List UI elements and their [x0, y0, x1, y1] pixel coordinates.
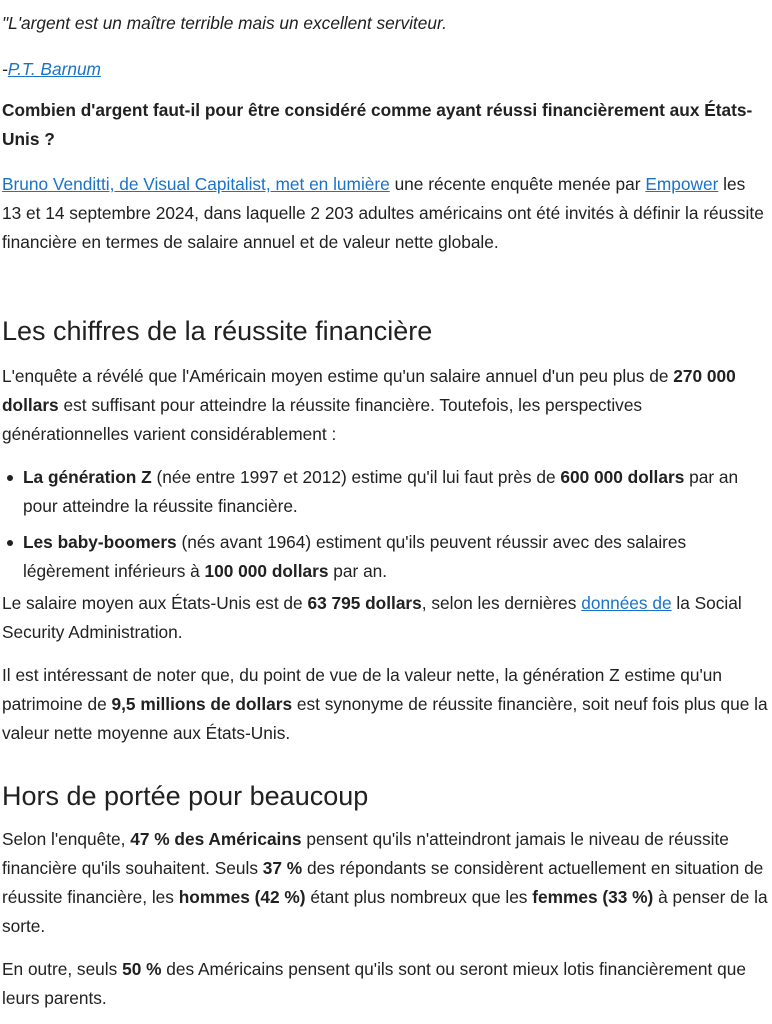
reach-text-4: étant plus nombreux que les [305, 887, 533, 907]
question-title: Combien d'argent faut-il pour être considéré comme ayant réussi financièrement aux États-Unis ? [2, 100, 753, 149]
networth-amount: 9,5 millions de dollars [111, 694, 293, 714]
reach-text-2: pensent qu'ils n'atteindront jamais le niveau de réussite financière qu'ils souhaitent. Seuls [2, 829, 729, 878]
list-item-gen-z [2, 463, 766, 521]
networth-text-2: est synonyme de réussite financière, soit neuf fois plus que la valeur nette moyenne aux États-Unis. [2, 694, 768, 743]
parents-paragraph [2, 955, 768, 1013]
networth-paragraph [2, 661, 768, 748]
boomers-amount: 100 000 dollars [204, 561, 329, 581]
salary-text-3: la Social Security Administration. [2, 593, 742, 642]
out-of-reach-paragraph [2, 825, 768, 941]
reach-text-5: à penser de la sorte. [2, 887, 768, 936]
section-heading-figures: Les chiffres de la réussite financière [2, 316, 433, 346]
survey-text-1: L'enquête a révélé que l'Américain moyen estime qu'un salaire annuel d'un peu plus de [2, 366, 674, 386]
section-heading-out-of-reach: Hors de portée pour beaucoup [2, 781, 369, 811]
quote-text: "L'argent est un maître terrible mais un excellent serviteur. [2, 13, 447, 33]
ssa-data-link[interactable]: données de [581, 593, 672, 613]
intro-text-1: une récente enquête menée par [389, 174, 646, 194]
boomers-text-2: par an. [328, 561, 388, 581]
reach-text-3: des répondants se considèrent actuellement en situation de réussite financière, les [2, 858, 764, 907]
boomers-label: Les baby-boomers [23, 532, 177, 552]
bullet-dot-icon [7, 540, 13, 546]
reach-bold-women: femmes (33 %) [532, 887, 654, 907]
attribution-link[interactable]: P.T. Barnum [7, 59, 101, 79]
attribution-dash: - [2, 59, 8, 79]
gen-z-text-1: (née entre 1997 et 2012) estime qu'il lui faut près de [151, 467, 561, 487]
quote-attribution [2, 55, 101, 84]
salary-text-2: , selon les dernières [421, 593, 582, 613]
intro-text-2: les 13 et 14 septembre 2024, dans laquelle 2 203 adultes américains ont été invités à définir la réussite financière en termes de salaire annuel et de valeur nette globale. [2, 174, 764, 252]
reach-text-1: Selon l'enquête, [2, 829, 131, 849]
salary-amount: 63 795 dollars [307, 593, 422, 613]
empower-link[interactable]: Empower [645, 174, 719, 194]
survey-amount: 270 000 dollars [2, 366, 736, 415]
reach-bold-men: hommes (42 %) [178, 887, 306, 907]
intro-paragraph [2, 170, 766, 257]
gen-z-amount: 600 000 dollars [560, 467, 685, 487]
parents-text-2: des Américains pensent qu'ils sont ou seront mieux lotis financièrement que leurs parents. [2, 959, 746, 1008]
parents-bold: 50 % [122, 959, 162, 979]
networth-text-1: Il est intéressant de noter que, du point de vue de la valeur nette, la génération Z estime qu'un patrimoine de [2, 665, 722, 714]
gen-z-label: La génération Z [23, 467, 152, 487]
survey-paragraph [2, 362, 762, 449]
parents-text-1: En outre, seuls [2, 959, 123, 979]
boomers-text-1: (nés avant 1964) estiment qu'ils peuvent réussir avec des salaires légèrement inférieurs à [23, 532, 687, 581]
salary-paragraph [2, 589, 768, 647]
salary-text-1: Le salaire moyen aux États-Unis est de [2, 593, 308, 613]
reach-bold-1: 47 % des Américains [130, 829, 302, 849]
reach-bold-2: 37 % [262, 858, 303, 878]
bullet-dot-icon [7, 475, 13, 481]
list-item-boomers [2, 528, 766, 586]
gen-z-text-2: par an pour atteindre la réussite financière. [23, 467, 739, 516]
survey-text-2: est suffisant pour atteindre la réussite financière. Toutefois, les perspectives générationnelles varient considérablement : [2, 395, 643, 444]
visual-capitalist-link[interactable]: Bruno Venditti, de Visual Capitalist, met en lumière [2, 174, 390, 194]
generation-list [2, 463, 766, 593]
